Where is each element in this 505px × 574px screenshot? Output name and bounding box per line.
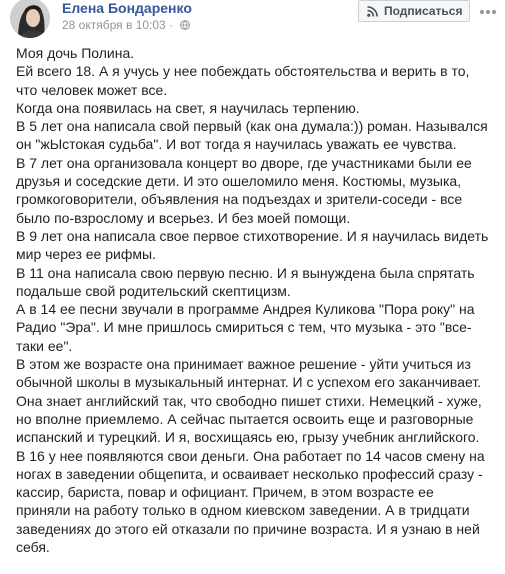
avatar[interactable] <box>10 0 50 38</box>
post-body <box>16 44 496 556</box>
post-text-line: громкоговорители, объявления на подъездах и зрители-соседи - все <box>16 191 463 208</box>
post-text-line: он "жЫстокая судьба". И вот тогда я научилась уважать ее чувства. <box>16 136 457 153</box>
subscribe-button[interactable] <box>358 0 470 22</box>
post-text-line: кассир, бариста, повар и официант. Причем, в этом возрасте ее <box>16 484 434 501</box>
post-text-line: заведениях до этого ей отказали по причине возраста. И я узнаю в ней <box>16 520 480 537</box>
post-text-line: было по-взрослому и всерьез. И без моей помощи. <box>16 209 351 226</box>
post-text-line: В 7 лет она организовала концерт во дворе, где участниками были ее <box>16 154 472 171</box>
post-text-line: В 11 она написала свою первую песню. И я вынуждена была спрятать <box>16 264 475 281</box>
post-text-line: В 9 лет она написала свое первое стихотворение. И я научилась видеть <box>16 227 489 244</box>
globe-icon[interactable] <box>180 20 190 30</box>
post-text-line: подальше свой родительский скептицизм. <box>16 282 291 299</box>
post-text-line: обычной школы в музыкальный интернат. И с успехом его заканчивает. <box>16 374 482 391</box>
post-text-line: Когда она появилась на свет, я научилась терпению. <box>16 99 360 116</box>
post-text-line: испанский и турецкий. И я, восхищаясь ею, грызу учебник английского. <box>16 429 480 446</box>
post-text-line: себя. <box>16 539 50 556</box>
author-name[interactable]: Елена Бондаренко <box>62 0 192 16</box>
post-text-line: но вполне приемлемо. А сейчас пытается освоить еще и разговорные <box>16 410 474 427</box>
post-text-line: В 5 лет она написала свой первый (как она думала:)) роман. Назывался <box>16 118 488 135</box>
post-text-line: А в 14 ее песни звучали в программе Андрея Куликова "Пора року" на <box>16 301 475 318</box>
post-text-line: друзья и соседские дети. И это ошеломило меня. Костюмы, музыка, <box>16 173 462 190</box>
post-text-line: Моя дочь Полина. <box>16 45 135 61</box>
post-meta <box>62 18 190 32</box>
post-text-line: Радио "Эра". И мне пришлось смириться с тем, что музыка - это "все- <box>16 319 472 336</box>
post-text-line: В этом же возрасте она принимает важное решение - уйти учиться из <box>16 356 471 373</box>
rss-icon <box>367 6 378 17</box>
post-date[interactable]: 28 октября в 10:03 · <box>62 18 174 32</box>
post-text-line: мир через ее рифмы. <box>16 246 156 263</box>
avatar-photo <box>10 0 50 38</box>
post-text-line: ногах в заведении общепита, и осваивает несколько профессий сразу - <box>16 465 483 482</box>
subscribe-label: Подписаться <box>384 4 463 18</box>
post-text-line: Она знает английский так, что свободно пишет стихи. Немецкий - хуже, <box>16 392 482 409</box>
post-text-line: В 16 у нее появляются свои деньги. Она работает по 14 часов смену на <box>16 447 485 464</box>
post-text-line: что человек может все. <box>16 81 168 98</box>
post-text-line: Ей всего 18. А я учусь у нее побеждать обстоятельства и верить в то, <box>16 63 470 80</box>
more-horizontal-icon[interactable] <box>478 2 498 22</box>
post-text-line: приняли на работу только в одном киевском заведении. А в тридцати <box>16 502 470 519</box>
post-text-line: таки ее". <box>16 337 73 354</box>
post-header <box>0 0 505 40</box>
